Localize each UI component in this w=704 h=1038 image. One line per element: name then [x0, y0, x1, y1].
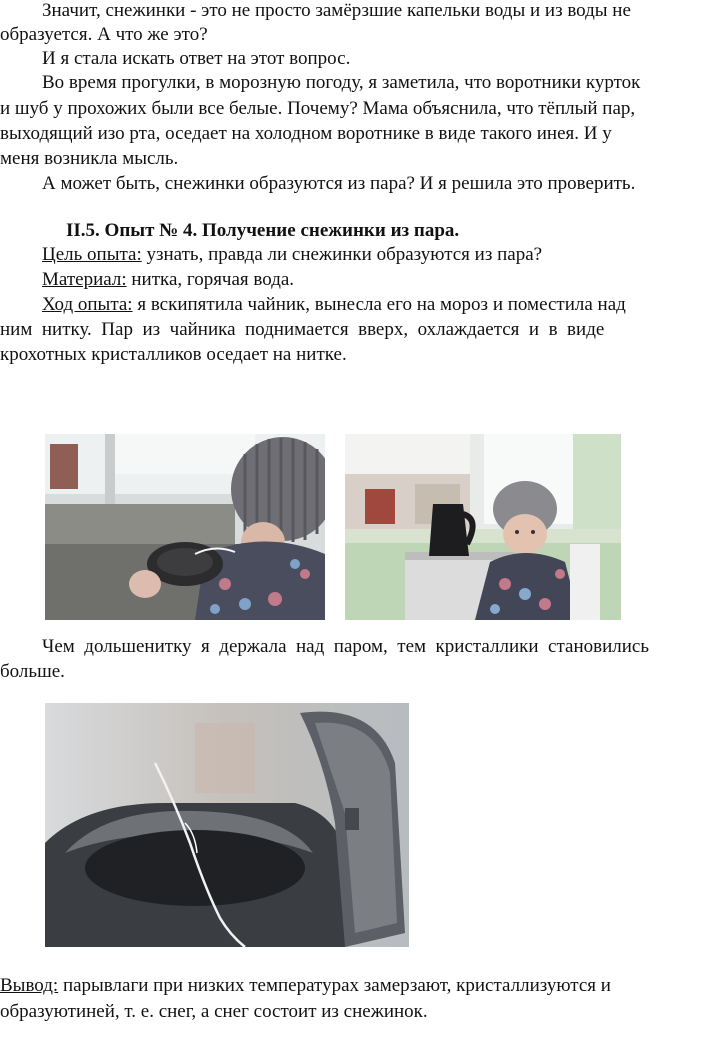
- photo-girl-holding-thread: [45, 434, 325, 620]
- conclusion-label: Вывод:: [0, 975, 59, 996]
- paragraph-3-line-3: выходящий изо рта, оседает на холодном воротнике в виде такого инея. И у: [0, 123, 612, 144]
- paragraph-3-line-4: меня возникла мысль.: [0, 148, 179, 169]
- paragraph-1-line-1: Значит, снежинки - это не просто замёрзшие капельки воды и из воды не: [42, 0, 631, 21]
- conclusion-line-2: образуютиней, т. е. снег, а снег состоит из снежинок.: [0, 1001, 428, 1022]
- process-line-1: [42, 292, 626, 318]
- girl-sitting-by-kettle-icon: [345, 434, 621, 620]
- goal-text: узнать, правда ли снежинки образуются из пара?: [141, 244, 543, 265]
- paragraph-4: А может быть, снежинки образуются из пара? И я решила это проверить.: [42, 173, 636, 194]
- process-line-3: крохотных кристалликов оседает на нитке.: [0, 344, 347, 365]
- process-line-2: ним нитку. Пар из чайника поднимается вверх, охлаждается и в виде: [0, 319, 605, 340]
- observation-line-2: больше.: [0, 661, 65, 682]
- process-text-1: я вскипятила чайник, вынесла его на мороз и поместила над: [132, 294, 626, 315]
- photo-kettle-with-thread: [45, 703, 409, 947]
- photo-girl-sitting-by-kettle: [345, 434, 621, 620]
- paragraph-1-line-2: образуется. А что же это?: [0, 24, 208, 45]
- material-text: нитка, горячая вода.: [126, 269, 295, 290]
- material-line: [42, 267, 294, 293]
- conclusion-text-1: парывлаги при низких температурах замерзают, кристаллизуются и: [58, 975, 611, 996]
- goal-label: Цель опыта:: [42, 244, 142, 265]
- kettle-with-thread-closeup-icon: [45, 703, 409, 947]
- girl-holding-thread-over-kettle-icon: [45, 434, 325, 620]
- paragraph-2: И я стала искать ответ на этот вопрос.: [42, 48, 351, 69]
- conclusion-line-1: [0, 973, 611, 999]
- paragraph-3-line-1: Во время прогулки, в морозную погоду, я заметила, что воротники курток: [42, 72, 641, 93]
- section-heading: II.5. Опыт № 4. Получение снежинки из пара.: [66, 220, 460, 241]
- paragraph-3-line-2: и шуб у прохожих были все белые. Почему? Мама объяснила, что тёплый пар,: [0, 98, 636, 119]
- observation-line-1: Чем дольшенитку я держала над паром, тем кристаллики становились: [42, 636, 650, 657]
- goal-line: [42, 242, 542, 268]
- material-label: Материал:: [42, 269, 127, 290]
- process-label: Ход опыта:: [42, 294, 133, 315]
